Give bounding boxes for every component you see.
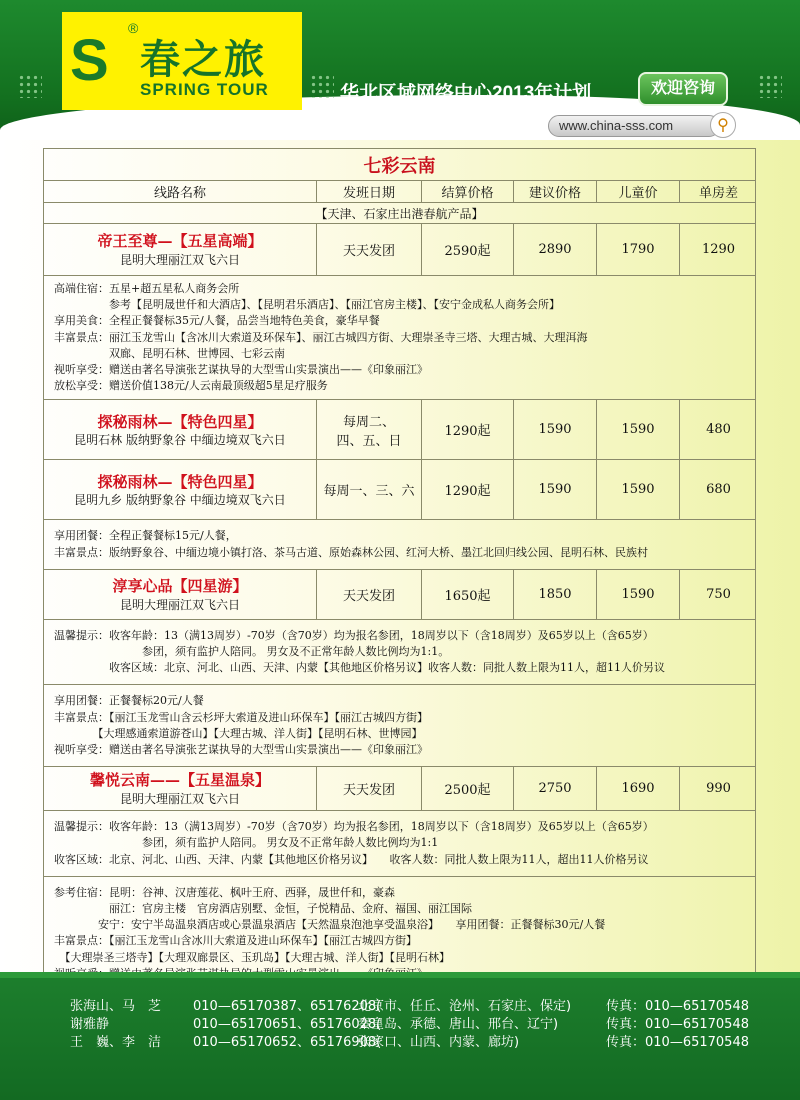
consult-button[interactable]: 欢迎咨询 bbox=[638, 72, 728, 106]
route-price: 2500起 bbox=[421, 767, 513, 810]
route-name bbox=[44, 460, 316, 519]
route-date: 天天发团 bbox=[316, 767, 421, 810]
brand-logo[interactable] bbox=[62, 12, 302, 110]
registered-mark: ® bbox=[128, 20, 139, 36]
logo-mark-icon: S bbox=[70, 28, 109, 93]
notice-line: 温馨提示：收客年龄：13（满13周岁）-70岁（含70岁）均为报名参团，18周岁以下（含18周岁）及65岁以上（含65岁） bbox=[54, 628, 654, 642]
detail-line: 放松享受：赠送价值138元/人云南最顶级超5星足疗服务 bbox=[54, 379, 328, 393]
route-name bbox=[44, 767, 316, 810]
contact-name: 谢雅静 bbox=[70, 1017, 110, 1032]
route-single: 1290 bbox=[679, 224, 757, 275]
detail-line: 双廊、昆明石林、世博园、七彩云南 bbox=[54, 346, 285, 360]
route-itinerary: 昆明大理丽江双飞六日 bbox=[119, 791, 240, 806]
logo-chinese-name: 春之旅 bbox=[140, 36, 266, 83]
footer-stripe bbox=[0, 972, 800, 978]
notice-line: 参团，须有监护人陪同。 男女及不正常年龄人数比例均为1:1。 bbox=[54, 645, 450, 659]
route-child: 1790 bbox=[596, 224, 679, 275]
contact-name: 王 巍、李 洁 bbox=[70, 1035, 162, 1050]
route-itinerary: 昆明九乡 版纳野象谷 中缅边境双飞六日 bbox=[74, 493, 286, 508]
dot-decoration bbox=[310, 74, 334, 98]
route-title: 帝王至尊— bbox=[97, 232, 173, 251]
route-date: 每周一、三、六 bbox=[316, 460, 421, 519]
main-content bbox=[0, 140, 800, 972]
route-tag: 【五星温泉】 bbox=[180, 771, 271, 790]
notice-line: 收客区域：北京、河北、山西、天津、内蒙【其他地区价格另议】 收客人数：同批人数上限为11人，超出11人价格另议 bbox=[54, 852, 649, 866]
contact-row bbox=[70, 1031, 750, 1049]
travel-notice bbox=[44, 620, 755, 686]
contact-phone[interactable]: 010—65170652、65176908( bbox=[193, 1035, 382, 1050]
detail-line: 安宁：安宁半岛温泉酒店或心景温泉酒店【天然温泉泡池享受温泉浴】 享用团餐：正餐餐标30元/人餐 bbox=[54, 918, 606, 932]
website-url[interactable]: www.china-sss.com bbox=[548, 115, 720, 137]
contact-name: 张海山、马 芝 bbox=[70, 999, 162, 1014]
contact-fax[interactable]: 传真：010—65170548 bbox=[606, 999, 749, 1014]
route-price: 1290起 bbox=[421, 460, 513, 519]
detail-line: 视听享受：赠送由著名导演张艺谋执导的大型雪山实景演出——《印象丽江》 bbox=[54, 363, 428, 377]
route-price: 1290起 bbox=[421, 400, 513, 459]
contact-fax[interactable]: 传真：010—65170548 bbox=[606, 1017, 749, 1032]
table-row bbox=[44, 224, 755, 276]
detail-line: 参考【昆明晟世仟和大酒店】、【昆明君乐酒店】、【丽江官房主楼】、【安宁金成私人商务会所】 bbox=[54, 298, 560, 312]
col-date: 发班日期 bbox=[316, 181, 421, 202]
contact-fax[interactable]: 传真：010—65170548 bbox=[606, 1035, 749, 1050]
detail-line: 丰富景点：【丽江玉龙雪山含冰川大索道及进山环保车】【丽江古城四方街】 bbox=[54, 934, 417, 948]
header bbox=[0, 0, 800, 140]
route-name bbox=[44, 224, 316, 275]
route-itinerary: 昆明大理丽江双飞六日 bbox=[119, 252, 240, 267]
detail-line: 丰富景点：【丽江玉龙雪山含云杉坪大索道及进山环保车】【丽江古城四方街】 bbox=[54, 710, 428, 724]
route-single: 480 bbox=[679, 400, 757, 459]
table-row bbox=[44, 570, 755, 620]
route-title: 探秘雨林— bbox=[97, 472, 173, 491]
detail-line: 丽江：官房主楼 官房酒店别墅、金恒，子悦精品、金府、福国、丽江国际 bbox=[54, 902, 472, 916]
route-details bbox=[44, 276, 755, 400]
notice-line: 参团，须有监护人陪同。 男女及不正常年龄人数比例均为1:1 bbox=[54, 836, 439, 850]
detail-line: 享用美食：全程正餐餐标35元/人餐，品尝当地特色美食，豪华早餐 bbox=[54, 314, 380, 328]
col-route-name: 线路名称 bbox=[153, 186, 206, 201]
route-itinerary: 昆明石林 版纳野象谷 中缅边境双飞六日 bbox=[74, 433, 286, 448]
route-suggest: 1590 bbox=[513, 400, 596, 459]
route-single: 680 bbox=[679, 460, 757, 519]
route-title: 馨悦云南—— bbox=[89, 771, 180, 790]
detail-line: 享用团餐：正餐餐标20元/人餐 bbox=[54, 694, 204, 708]
route-price: 2590起 bbox=[421, 224, 513, 275]
route-suggest: 1850 bbox=[513, 570, 596, 619]
table-row bbox=[44, 767, 755, 811]
detail-line: 【大理感通索道游苍山】【大理古城、洋人街】【昆明石林、世博园】 bbox=[54, 726, 423, 740]
route-tag: 【四星游】 bbox=[172, 576, 248, 595]
route-tag: 【特色四星】 bbox=[172, 472, 263, 491]
detail-line: 丰富景点：版纳野象谷、中缅边境小镇打洛、茶马古道、原始森林公园、红河大桥、墨江北回归线公园、昆明石林、民族村 bbox=[54, 545, 648, 559]
table-row bbox=[44, 400, 755, 460]
route-title: 淳享心品 bbox=[112, 576, 173, 595]
travel-notice bbox=[44, 811, 755, 877]
route-suggest: 2750 bbox=[513, 767, 596, 810]
route-child: 1590 bbox=[596, 400, 679, 459]
detail-line: 参考住宿：昆明：谷神、汉唐莲花、枫叶王府、西驿，晟世仟和，豪森 bbox=[54, 885, 395, 899]
route-details bbox=[44, 520, 755, 569]
contact-area: 张家口、山西、内蒙、廊坊) bbox=[358, 1035, 520, 1050]
route-name bbox=[44, 400, 316, 459]
route-title: 探秘雨林— bbox=[97, 412, 173, 431]
route-single: 750 bbox=[679, 570, 757, 619]
route-child: 1590 bbox=[596, 570, 679, 619]
dot-decoration bbox=[18, 74, 42, 98]
route-details bbox=[44, 685, 755, 767]
contact-area: 北京市、任丘、沧州、石家庄、保定) bbox=[358, 999, 572, 1014]
detail-line: 高端住宿：五星+超五星私人商务会所 bbox=[54, 282, 240, 295]
route-child: 1690 bbox=[596, 767, 679, 810]
route-date: 天天发团 bbox=[316, 224, 421, 275]
column-header-row bbox=[44, 181, 755, 203]
route-itinerary: 昆明大理丽江双飞六日 bbox=[119, 597, 240, 612]
route-name bbox=[44, 570, 316, 619]
contact-row bbox=[70, 995, 750, 1013]
col-single: 单房差 bbox=[679, 181, 757, 202]
col-child: 儿童价 bbox=[596, 181, 679, 202]
search-icon[interactable]: ⚲ bbox=[710, 112, 736, 138]
contact-area: 秦皇岛、承德、唐山、邢台、辽宁) bbox=[358, 1017, 559, 1032]
route-suggest: 1590 bbox=[513, 460, 596, 519]
route-tag: 【五星高端】 bbox=[172, 232, 263, 251]
section-label: 【天津、石家庄出港春航产品】 bbox=[44, 203, 755, 224]
notice-line: 温馨提示：收客年龄：13（满13周岁）-70岁（含70岁）均为报名参团，18周岁以下（含18周岁）及65岁以上（含65岁） bbox=[54, 820, 654, 834]
detail-line: 【大理崇圣三塔寺】【大理双廊景区、玉玑岛】【大理古城、洋人街】【昆明石林】 bbox=[54, 950, 450, 964]
route-table bbox=[43, 148, 756, 991]
route-child: 1590 bbox=[596, 460, 679, 519]
col-suggest: 建议价格 bbox=[513, 181, 596, 202]
page-title: 华北区域网络中心2013年计划 bbox=[340, 83, 592, 104]
detail-line: 享用团餐：全程正餐餐标15元/人餐， bbox=[54, 529, 237, 543]
footer bbox=[0, 972, 800, 1100]
contact-phone[interactable]: 010—65170387、65176208( bbox=[193, 999, 382, 1014]
route-single: 990 bbox=[679, 767, 757, 810]
contact-phone[interactable]: 010—65170651、65176028( bbox=[193, 1017, 382, 1032]
route-date: 每周二、四、五、日 bbox=[316, 400, 421, 459]
route-date: 天天发团 bbox=[316, 570, 421, 619]
contact-row bbox=[70, 1013, 750, 1031]
notice-line: 收客区域：北京、河北、山西、天津、内蒙【其他地区价格另议】收客人数：同批人数上限为11人，超11人价另议 bbox=[54, 661, 665, 675]
col-price: 结算价格 bbox=[421, 181, 513, 202]
table-row bbox=[44, 460, 755, 520]
dot-decoration bbox=[758, 74, 782, 98]
route-price: 1650起 bbox=[421, 570, 513, 619]
table-title: 七彩云南 bbox=[44, 149, 755, 181]
detail-line: 丰富景点：丽江玉龙雪山【含冰川大索道及环保车】、丽江古城四方街、大理崇圣寺三塔、大理古城、大理洱海 bbox=[54, 330, 588, 344]
route-tag: 【特色四星】 bbox=[172, 412, 263, 431]
logo-english-name: SPRING TOUR bbox=[140, 80, 269, 99]
route-suggest: 2890 bbox=[513, 224, 596, 275]
detail-line: 视听享受：赠送由著名导演张艺谋执导的大型雪山实景演出——《印象丽江》 bbox=[54, 743, 428, 757]
